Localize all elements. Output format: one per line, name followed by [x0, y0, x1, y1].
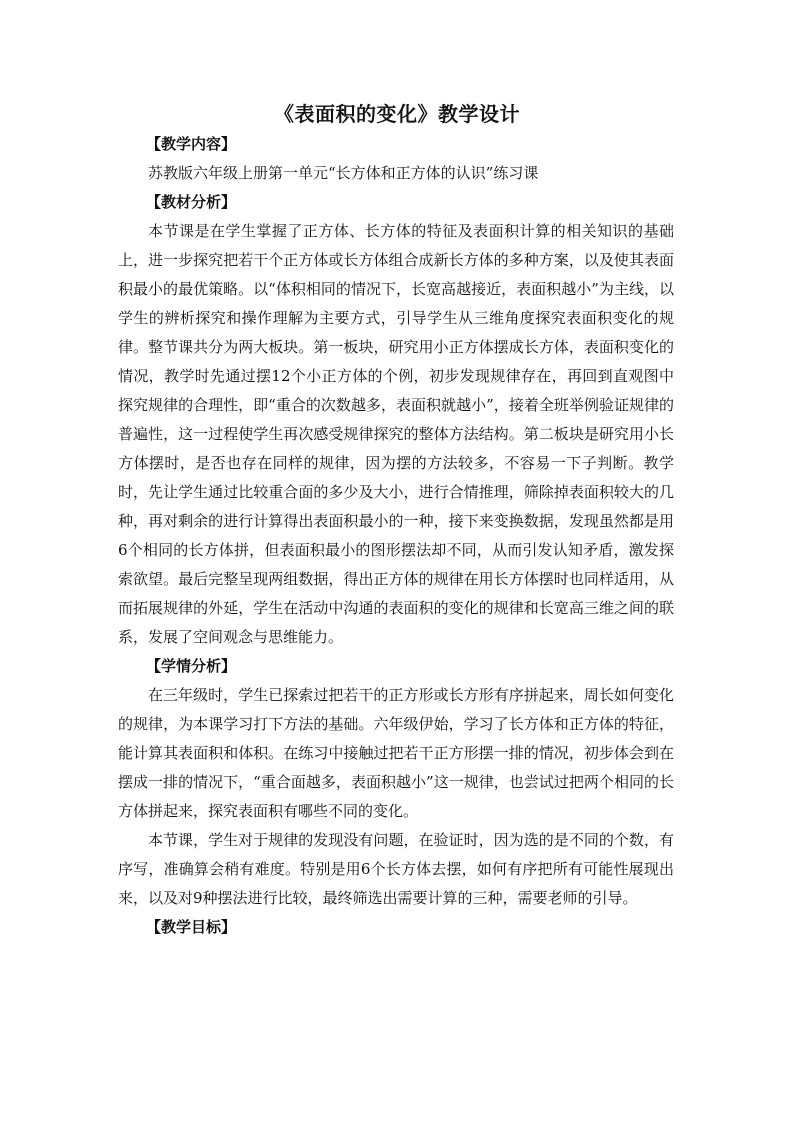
section-heading-teaching-content: 【教学内容】: [146, 135, 237, 153]
student-analysis-paragraph-1: 在三年级时，学生已探索过把若干的正方形或长方形有序拼起来，周长如何变化的规律，为本课学习打下方法的基础。六年级伊始，学习了长方体和正方体的特征，能计算其表面积和体积。在练习中接触过把若干正方形摆一排的情况，初步体会到在摆成一排的情况下，“重合面越多，表面积越小”这一规律，也尝试过把两个相同的长方体拼起来，探究表面积有哪些不同的变化。: [118, 686, 674, 820]
document-body: [118, 130, 674, 942]
document-title: 《表面积的变化》教学设计: [274, 102, 520, 126]
textbook-analysis-paragraph: 本节课是在学生掌握了正方体、长方体的特征及表面积计算的相关知识的基础上，进一步探究把若干个正方体或长方体组合成新长方体的多种方案，以及使其表面积最小的最优策略。以“体积相同的情况下，长宽高越接近，表面积越小”为主线，以学生的辨析探究和操作理解为主要方式，引导学生从三维角度探究表面积变化的规律。整节课共分为两大板块。第一板块，研究用小正方体摆成长方体，表面积变化的情况，教学时先通过摆12个小正方体的个例，初步发现规律存在，再回到直观图中探究规律的合理性，即“重合的次数越多，表面积就越小”，接着全班举例验证规律的普遍性，这一过程使学生再次感受规律探究的整体方法结构。第二板块是研究用小长方体摆时，是否也存在同样的规律，因为摆的方法较多，不容易一下子判断。教学时，先让学生通过比较重合面的多少及大小，进行合情推理，筛除掉表面积较大的几种，再对剩余的进行计算得出表面积最小的一种，接下来变换数据，发现虽然都是用6个相同的长方体拼，但表面积最小的图形摆法却不同，从而引发认知矛盾，激发探索欲望。最后完整呈现两组数据，得出正方体的规律在用长方体摆时也同样适用，从而拓展规律的外延，学生在活动中沟通的表面积的变化的规律和长宽高三维之间的联系，发展了空间观念与思维能力。: [118, 222, 674, 646]
section-heading-teaching-goals: 【教学目标】: [146, 918, 237, 936]
section-heading-student-analysis: 【学情分析】: [146, 657, 237, 675]
teaching-content-text: 苏教版六年级上册第一单元“长方体和正方体的认识”练习课: [148, 164, 539, 182]
student-analysis-paragraph-2: 本节课，学生对于规律的发现没有问题，在验证时，因为选的是不同的个数，有序写，准确算会稍有难度。特别是用6个长方体去摆，如何有序把所有可能性展现出来，以及对9种摆法进行比较，最终筛选出需要计算的三种，需要老师的引导。: [118, 831, 674, 907]
section-heading-textbook-analysis: 【教材分析】: [146, 193, 237, 211]
